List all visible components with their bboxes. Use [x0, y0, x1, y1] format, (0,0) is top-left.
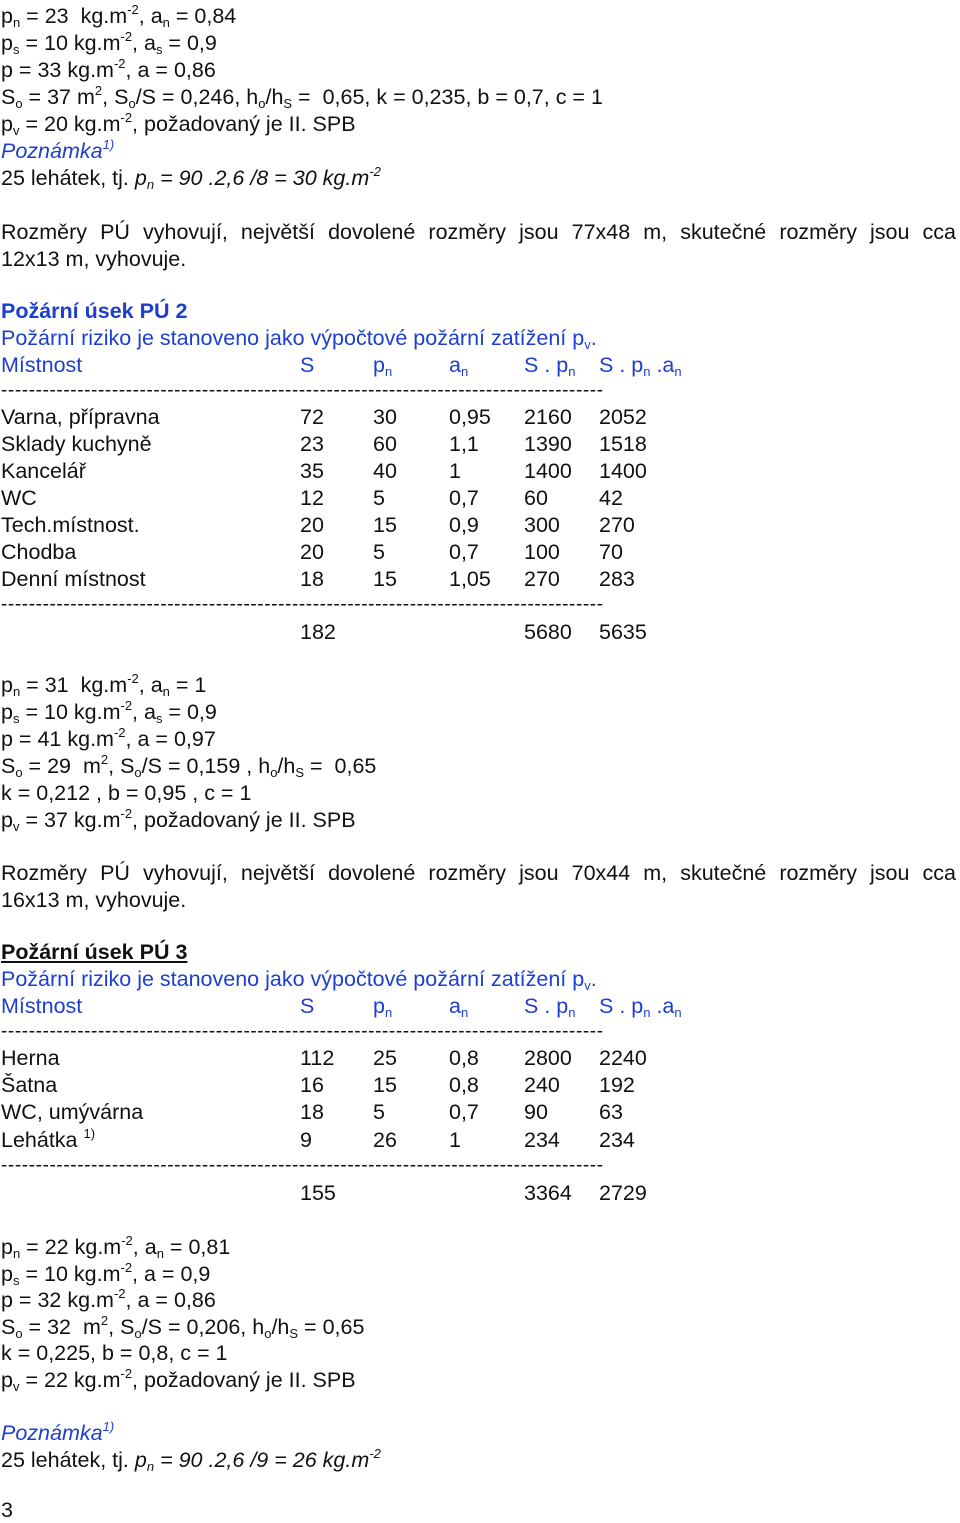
unit: kg.m	[80, 673, 128, 697]
cell-spnan: 63	[599, 1100, 623, 1124]
cell-s: 18	[300, 567, 324, 591]
header-spn-text: S . p	[524, 994, 569, 1018]
cell-spnan: 1518	[599, 432, 647, 456]
cell-room: Chodba	[1, 540, 77, 564]
cell-spn: 1390	[524, 432, 572, 456]
cell-room: Varna, přípravna	[1, 405, 160, 429]
header-pn: $p_n$	[373, 994, 393, 1020]
sec3-p-line: p = 32 $kg.m^{-2}$, a = 0,86	[1, 1286, 216, 1312]
cell-s: 72	[300, 405, 324, 429]
sec3-p-value: 32	[37, 1288, 62, 1312]
cell-pn: 15	[373, 567, 397, 591]
sec3-spb: požadovaný je II. SPB	[144, 1368, 356, 1392]
cell-spn: 2800	[524, 1046, 572, 1070]
cell-spnan: 283	[599, 567, 635, 591]
note-formula: = 90 .2,6 /8 = 30 kg.m	[160, 166, 370, 190]
sec2-pv-line: $p_v = 37$ $kg.m^{-2}$, požadovaný je II. SPB	[1, 806, 356, 834]
sec3-ps-value: 10	[43, 1262, 68, 1286]
sec3-hratio: 0,65	[322, 1315, 365, 1339]
sec3-kbc-line: k = 0,225, b = 0,8, c = 1	[1, 1341, 228, 1365]
cell-pn: 5	[373, 486, 385, 510]
header-spn: S . $p_n$	[524, 994, 576, 1020]
header-pn-text: p	[373, 994, 385, 1018]
sec3-a-value: 0,86	[173, 1288, 216, 1312]
table-row	[1, 512, 701, 538]
cell-spn: 90	[524, 1100, 548, 1124]
table-row	[1, 431, 701, 457]
sec1-spb: požadovaný je II. SPB	[144, 112, 356, 136]
unit: kg.m	[73, 808, 121, 832]
sec1-dims-line-a: Rozměry PÚ vyhovují, největší dovolené rozměry jsou 77x48 m, skutečné rozměry jsou cca	[1, 220, 956, 244]
sec3-so-line: $S_o = 32$ $m^2$, $S_o/S = 0,206$, $h_o/h_S = 0,65$	[1, 1313, 365, 1341]
sec3-lehatka-row	[1, 1127, 701, 1153]
cell-pn: 30	[373, 405, 397, 429]
sec2-risk-line: Požární riziko je stanoveno jako výpočtové požární zatížení $p_v$.	[1, 326, 597, 352]
sec3-note-title	[1, 1420, 114, 1446]
cell-pn: 60	[373, 432, 397, 456]
sec2-table-header	[1, 352, 701, 378]
sec1-pn-line: $p_n = 23$ $kg.m^{-2}$, $a_n = 0,84$	[1, 2, 237, 30]
unit: m	[82, 754, 101, 778]
cell-an: 0,95	[449, 405, 491, 429]
total-spnan: 5635	[599, 620, 647, 644]
table-row	[1, 485, 701, 511]
cell-spnan: 234	[599, 1128, 635, 1152]
sec1-hratio: 0,65	[322, 85, 365, 109]
cell-room: Sklady kuchyně	[1, 432, 152, 456]
sec1-so-value: 37	[47, 85, 72, 109]
header-an-text: a	[449, 994, 461, 1018]
header-tail: .a	[656, 353, 675, 377]
header-spnan: S . $p_n$ $.a_n$	[599, 994, 682, 1020]
total-s: 155	[300, 1181, 336, 1205]
header-spnan-text: S . p	[599, 353, 644, 377]
cell-s: 20	[300, 540, 324, 564]
sec1-an-value: 0,84	[194, 4, 237, 28]
cell-an: 0,7	[449, 486, 479, 510]
cell-s: 9	[300, 1128, 312, 1152]
cell-room: WC, umývárna	[1, 1100, 144, 1124]
cell-an: 0,7	[449, 1100, 479, 1124]
cell-spn: 100	[524, 540, 560, 564]
sec3-risk-line: Požární riziko je stanoveno jako výpočtové požární zatížení $p_v$.	[1, 967, 597, 993]
cell-an: 0,9	[449, 513, 479, 537]
sec1-pn-value: 23	[44, 4, 69, 28]
sec2-p-line: p = 41 $kg.m^{-2}$, a = 0,97	[1, 725, 216, 751]
unit: kg.m	[73, 700, 121, 724]
cell-room: Denní místnost	[1, 567, 146, 591]
cell-room: Kancelář	[1, 459, 86, 483]
table-row	[1, 404, 701, 430]
unit: m	[77, 85, 95, 109]
cell-spnan: 2052	[599, 405, 647, 429]
sec2-kbc-line: k = 0,212 , b = 0,95 , c = 1	[1, 781, 252, 805]
sec3-pn-value: 22	[44, 1235, 69, 1259]
sec1-a-value: 0,86	[173, 58, 216, 82]
sec2-a-value: 0,97	[173, 727, 216, 751]
cell-room: Tech.místnost.	[1, 513, 140, 537]
unit: kg.m	[73, 31, 121, 55]
header-spn: S . $p_n$	[524, 353, 576, 379]
cell-s: 18	[300, 1100, 324, 1124]
unit: kg.m	[74, 1235, 122, 1259]
note-formula: = 90 .2,6 /9 = 26 kg.m	[160, 1448, 370, 1472]
unit: kg.m	[67, 58, 114, 82]
unit: kg.m	[73, 112, 121, 136]
note-title: Poznámka	[1, 139, 103, 163]
header-tail: .a	[656, 994, 675, 1018]
cell-s: 23	[300, 432, 324, 456]
total-spn: 5680	[524, 620, 572, 644]
sec1-pv-value: 20	[43, 112, 68, 136]
sec1-ratio: 0,246	[180, 85, 235, 109]
cell-room: Šatna	[1, 1073, 58, 1097]
cell-spnan: 192	[599, 1073, 635, 1097]
cell-spnan: 70	[599, 540, 623, 564]
cell-spnan: 270	[599, 513, 635, 537]
sec2-dims-line-a: Rozměry PÚ vyhovují, největší dovolené rozměry jsou 70x44 m, skutečné rozměry jsou cca	[1, 861, 956, 885]
header-room: Místnost	[1, 353, 83, 377]
sec1-so-line: $S_o = 37$ $m^2$, $S_o/S = 0,246$, $h_o/h_S = 0,65$, k = 0,235, b = 0,7, c = 1	[1, 83, 603, 111]
cell-an: 1,1	[449, 432, 479, 456]
lehatka-label: Lehátka	[1, 1128, 78, 1152]
cell-spn: 234	[524, 1128, 560, 1152]
sec3-title: Požární úsek PÚ 3	[1, 940, 188, 964]
header-pn: $p_n$	[373, 353, 393, 379]
total-spnan: 2729	[599, 1181, 647, 1205]
cell-spn: 270	[524, 567, 560, 591]
sec3-as-value: 0,9	[180, 1262, 211, 1286]
cell-an: 0,8	[449, 1046, 479, 1070]
sec2-pn-value: 31	[44, 673, 69, 697]
table-row	[1, 1045, 701, 1071]
sec1-pv-line: $p_v = 20$ $kg.m^{-2}$, požadovaný je II. SPB	[1, 110, 356, 138]
sec2-so-line: $S_o = 29$ $m^2$, $S_o/S = 0,159$ , $h_o/h_S = 0,65$	[1, 752, 377, 780]
sec1-k: 0,235	[411, 85, 466, 109]
sec3-pv-line: $p_v = 22$ $kg.m^{-2}$, požadovaný je II. SPB	[1, 1366, 356, 1394]
cell-pn: 25	[373, 1046, 397, 1070]
unit: m	[82, 1315, 101, 1339]
divider: ---------------------------------------------------------------------------------------	[1, 1021, 604, 1042]
sec3-totals-row	[1, 1180, 701, 1206]
cell-pn: 5	[373, 1100, 385, 1124]
unit: kg.m	[73, 1262, 121, 1286]
risk-text: Požární riziko je stanoveno jako výpočtové požární zatížení p	[1, 326, 585, 350]
header-s: S	[300, 994, 315, 1018]
cell-s: 16	[300, 1073, 324, 1097]
sec3-note-line: 25 lehátek, tj. $p_n = 90$ .2,6 /9 = 26 $kg.m^{-2}$	[1, 1446, 381, 1474]
cell-room: WC	[1, 486, 37, 510]
cell-pn: 15	[373, 1073, 397, 1097]
cell-an: 1	[449, 1128, 461, 1152]
unit: kg.m	[80, 4, 128, 28]
note-mark: 1)	[83, 1126, 96, 1141]
sec3-an-value: 0,81	[188, 1235, 231, 1259]
note-text: 25 lehátek, tj.	[1, 166, 129, 190]
sec2-pn-line: $p_n = 31$ $kg.m^{-2}$, $a_n = 1$	[1, 671, 207, 699]
sec2-ps-value: 10	[43, 700, 68, 724]
cell-an: 1	[449, 459, 461, 483]
sec2-ratio: 0,159	[186, 754, 241, 778]
cell-pn: 15	[373, 513, 397, 537]
risk-text: Požární riziko je stanoveno jako výpočtové požární zatížení p	[1, 967, 585, 991]
note-title: Poznámka	[1, 1421, 103, 1445]
divider: ---------------------------------------------------------------------------------------	[1, 1155, 604, 1176]
cell-s: 35	[300, 459, 324, 483]
sec2-p-value: 41	[37, 727, 62, 751]
cell-spn: 60	[524, 486, 548, 510]
header-spnan: S . $p_n$ $.a_n$	[599, 353, 682, 379]
sec1-note-line: 25 lehátek, tj. $p_n = 90$ .2,6 /8 = 30 $kg.m^{-2}$	[1, 164, 381, 192]
sec2-title: Požární úsek PÚ 2	[1, 299, 188, 323]
header-spnan-text: S . p	[599, 994, 644, 1018]
cell-pn: 5	[373, 540, 385, 564]
sec3-ps-line: $p_s = 10$ $kg.m^{-2}$, a = 0,9	[1, 1260, 211, 1288]
page-number: 3	[1, 1498, 13, 1522]
header-room: Místnost	[1, 994, 83, 1018]
header-s: S	[300, 353, 315, 377]
note-mark: 1)	[102, 1419, 115, 1434]
sec1-ps-value: 10	[43, 31, 68, 55]
table-row	[1, 566, 701, 592]
sec2-ps-line: $p_s = 10$ $kg.m^{-2}$, $a_s = 0,9$	[1, 698, 217, 726]
cell-s: 20	[300, 513, 324, 537]
cell-spn: 300	[524, 513, 560, 537]
divider: ---------------------------------------------------------------------------------------	[1, 380, 604, 401]
sec1-as-value: 0,9	[186, 31, 217, 55]
header-an: $a_n$	[449, 994, 469, 1020]
cell-spnan: 2240	[599, 1046, 647, 1070]
table-row	[1, 458, 701, 484]
total-spn: 3364	[524, 1181, 572, 1205]
sec2-so-value: 29	[47, 754, 72, 778]
cell-room	[1, 1127, 95, 1153]
cell-spn: 1400	[524, 459, 572, 483]
sec3-ratio: 0,206	[186, 1315, 241, 1339]
cell-room: Herna	[1, 1046, 60, 1070]
header-pn-text: p	[373, 353, 385, 377]
sec1-dims-line-b: 12x13 m, vyhovuje.	[1, 247, 187, 271]
sec2-an-value: 1	[194, 673, 207, 697]
note-mark: 1)	[102, 137, 115, 152]
cell-an: 0,7	[449, 540, 479, 564]
sec1-b: 0,7	[513, 85, 544, 109]
sec1-p-value: 33	[37, 58, 62, 82]
cell-an: 1,05	[449, 567, 491, 591]
table-row	[1, 1099, 701, 1125]
sec3-so-value: 32	[47, 1315, 72, 1339]
cell-an: 0,8	[449, 1073, 479, 1097]
sec1-c: 1	[590, 85, 603, 109]
divider: ---------------------------------------------------------------------------------------	[1, 594, 604, 615]
sec2-pv-value: 37	[43, 808, 68, 832]
header-spn-text: S . p	[524, 353, 569, 377]
sec3-pv-value: 22	[43, 1368, 68, 1392]
sec3-table-header	[1, 993, 701, 1019]
total-s: 182	[300, 620, 336, 644]
cell-s: 12	[300, 486, 324, 510]
sec2-hratio: 0,65	[334, 754, 377, 778]
header-an-text: a	[449, 353, 461, 377]
cell-spn: 2160	[524, 405, 572, 429]
cell-spnan: 1400	[599, 459, 647, 483]
cell-spnan: 42	[599, 486, 623, 510]
note-text: 25 lehátek, tj.	[1, 1448, 129, 1472]
unit: kg.m	[73, 1368, 121, 1392]
cell-s: 112	[300, 1046, 335, 1070]
sec2-spb: požadovaný je II. SPB	[144, 808, 356, 832]
unit: kg.m	[67, 727, 114, 751]
sec2-dims-line-b: 16x13 m, vyhovuje.	[1, 888, 187, 912]
cell-spn: 240	[524, 1073, 560, 1097]
sec2-as-value: 0,9	[186, 700, 217, 724]
cell-pn: 40	[373, 459, 397, 483]
table-row	[1, 539, 701, 565]
sec2-totals-row	[1, 619, 701, 645]
unit: kg.m	[67, 1288, 114, 1312]
table-row	[1, 1072, 701, 1098]
sec1-note-title	[1, 138, 114, 164]
header-an: $a_n$	[449, 353, 469, 379]
sec3-pn-line: $p_n = 22$ $kg.m^{-2}$, $a_n = 0,81$	[1, 1233, 231, 1261]
sec1-ps-line: $p_s = 10$ $kg.m^{-2}$, $a_s = 0,9$	[1, 29, 217, 57]
cell-pn: 26	[373, 1128, 397, 1152]
sec1-p-line: p = 33 $kg.m^{-2}$, a = 0,86	[1, 56, 216, 82]
